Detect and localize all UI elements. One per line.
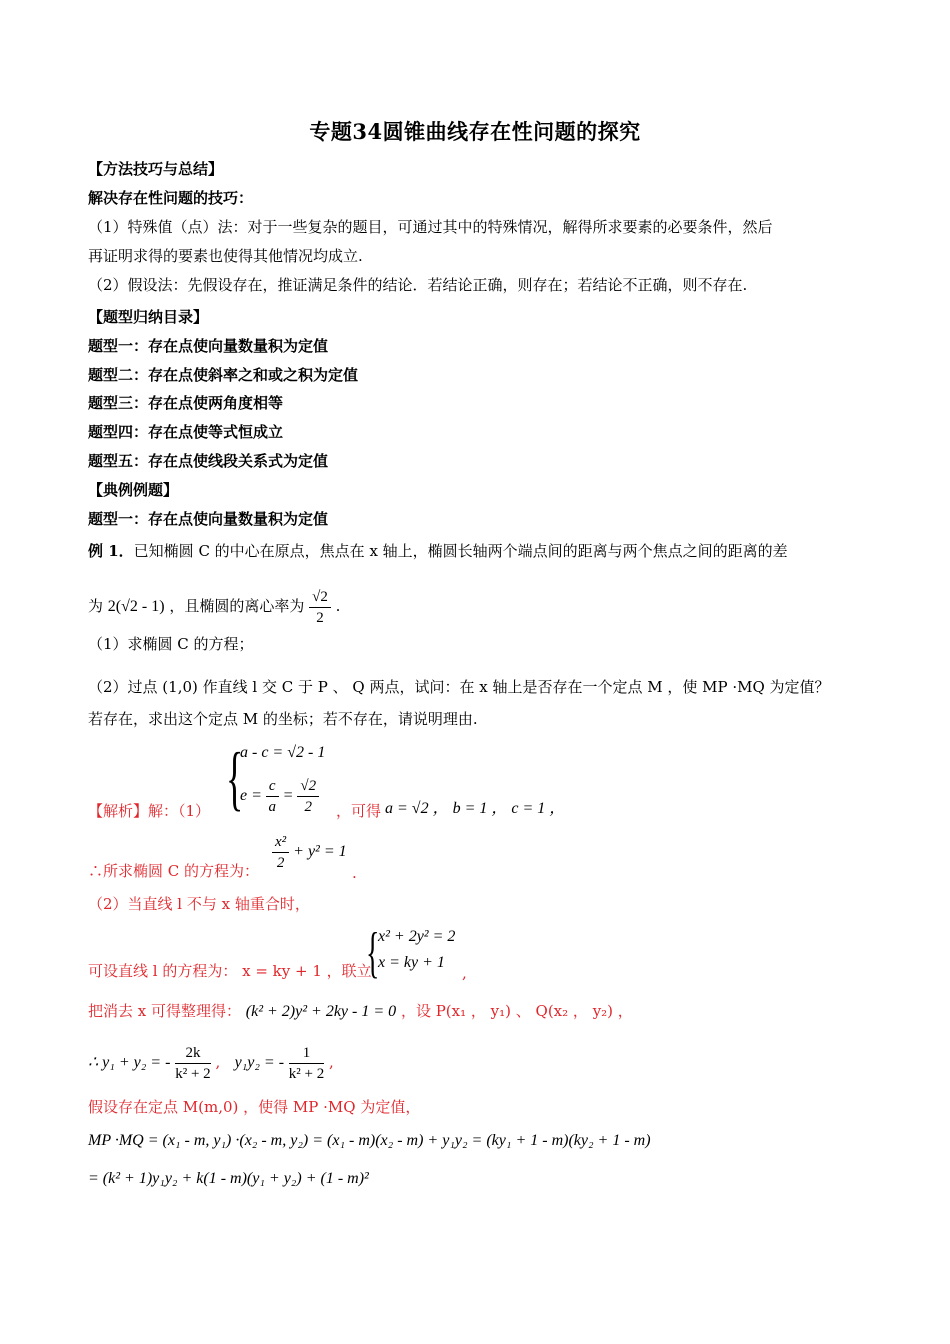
vieta-line: ∴ y₁ + y₂ = - $\frac{2k}{\text{k² + 2}}$ , y₁y₂ = - $\frac{1}{\text{k² + 2}}$ , (88, 1044, 334, 1082)
ellipse-equation: $\frac{\text{x²}}{2}$ + y² = 1 (272, 832, 347, 873)
calculation-line-2: = (k² + 1)y₁y₂ + k(1 - m)(y₁ + y₂) + (1 - m)² (88, 1170, 369, 1187)
math-expression: 2(√2 - 1) (107, 598, 165, 615)
section-examples-heading: 【典例例题】 (88, 481, 179, 499)
question-1: （1）求椭圆 C 的方程； (88, 635, 254, 653)
solution-part-2: （2）当直线 l 不与 x 轴重合时， (88, 895, 310, 913)
assumption-line: 假设存在定点 M(m,0) ，使得 MP ·MQ 为定值， (88, 1098, 421, 1116)
type-item: 题型一：存在点使向量数量积为定值 (88, 337, 329, 355)
comma: , (462, 964, 467, 982)
example-1-line-2: 为 2(√2 - 1) ，且椭圆的离心率为 $\frac{√2}{2}$ . (88, 588, 341, 626)
example-text: ，且椭圆的离心率为 (169, 597, 305, 615)
method-item-1-cont: 再证明求得的要素也使得其他情况均成立. (88, 247, 363, 265)
method-item-1: （1）特殊值（点）法：对于一些复杂的题目，可通过其中的特殊情况，解得所求要素的必要条件，然后 (88, 218, 773, 236)
system-eq-2: x = ky + 1 (378, 954, 445, 971)
system-eq-1: x² + 2y² = 2 (378, 928, 456, 945)
method-item-2: （2）假设法：先假设存在，推证满足条件的结论．若结论正确，则存在；若结论不正确，则不存在. (88, 276, 748, 294)
solution-values: a = √2 ， b = 1 ， c = 1 ， (385, 800, 566, 817)
solution-text: ，可得 (336, 802, 382, 820)
c-over-a: $\frac{c}{a}$ (266, 776, 279, 817)
system-eq-2: e = $\frac{c}{a}$ = $\frac{√2}{2}$ (240, 776, 319, 817)
calculation-line-1: MP ·MQ = (x₁ - m, y₁) ·(x₂ - m, y₂) = (x₁ - m)(x₂ - m) + y₁y₂ = (ky₁ + 1 - m)(ky₂ + 1 - m) (88, 1132, 651, 1149)
solution-text: 把消去 x 可得整理得： (88, 1002, 241, 1020)
example-label: 例 1． (88, 542, 134, 560)
solution-text: ∴所求椭圆 C 的方程为： (88, 862, 260, 880)
root2-over-2: $\frac{√2}{2}$ (297, 776, 319, 817)
fraction-denominator: 2 (316, 609, 324, 626)
question-2-cont: 若存在，求出这个定点 M 的坐标；若不存在，请说明理由. (88, 710, 478, 728)
type-item: 题型二：存在点使斜率之和或之积为定值 (88, 366, 359, 384)
section-types-heading: 【题型归纳目录】 (88, 308, 209, 326)
type-item: 题型五：存在点使线段关系式为定值 (88, 452, 329, 470)
system-brace: { (226, 738, 244, 818)
solution-label: 【解析】 (88, 802, 149, 820)
type-item: 题型四：存在点使等式恒成立 (88, 423, 284, 441)
eccentricity-fraction (309, 587, 331, 628)
question-2: （2）过点 (1,0) 作直线 l 交 C 于 P 、 Q 两点，试问：在 x 轴上是否存在一个定点 M ，使 MP ·MQ 为定值？ (88, 678, 830, 696)
eq-lhs: e = (240, 787, 262, 805)
solution-text: ，设 P(x₁ ， y₁) 、 Q(x₂ ， y₂) ， (400, 1002, 633, 1020)
type-item: 题型三：存在点使两角度相等 (88, 394, 284, 412)
fraction-numerator: √2 (309, 587, 331, 608)
solution-line-1 (88, 800, 210, 822)
example-text: 为 (88, 597, 104, 615)
elimination-line (88, 1000, 633, 1023)
period: . (352, 864, 357, 882)
system-eq-1: a - c = √2 - 1 (240, 744, 326, 761)
method-heading: 解决存在性问题的技巧： (88, 189, 254, 207)
line-equation: 可设直线 l 的方程为： x = ky + 1 ，联立 (88, 962, 372, 980)
system-brace: { (366, 922, 380, 984)
example-1-line-1 (88, 540, 788, 562)
example-text: 已知椭圆 C 的中心在原点，焦点在 x 轴上，椭圆长轴两个端点间的距离与两个焦点之间的距离的差 (133, 542, 788, 560)
page-title: 专题34圆锥曲线存在性问题的探究 (309, 119, 641, 144)
quadratic-equation: (k² + 2)y² + 2ky - 1 = 0 (245, 1003, 397, 1020)
type-one-heading: 题型一：存在点使向量数量积为定值 (88, 510, 329, 528)
solution-text: 解：（1） (148, 802, 211, 820)
ellipse-equation-line (88, 860, 259, 882)
section-method-heading: 【方法技巧与总结】 (88, 160, 224, 178)
